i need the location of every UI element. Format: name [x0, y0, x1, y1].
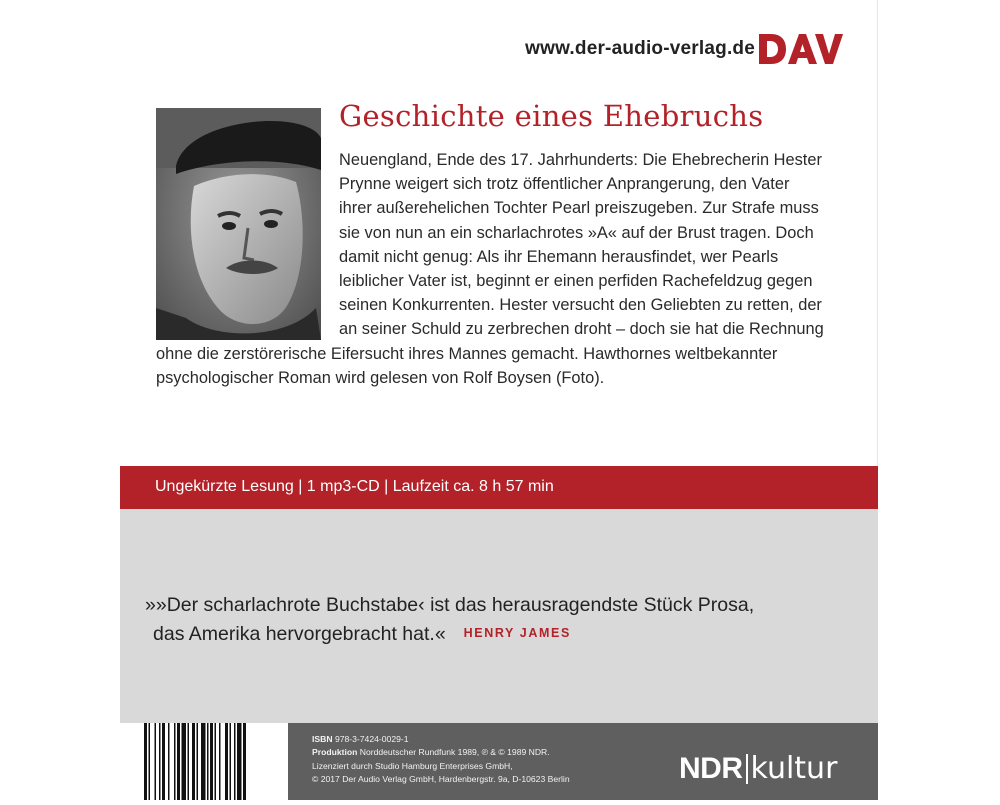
ndr-wordmark: NDR — [679, 752, 743, 785]
book-title: Geschichte eines Ehebruchs — [339, 99, 764, 133]
barcode-bar — [201, 723, 206, 800]
barcode-bar — [159, 723, 161, 800]
barcode-bar — [219, 723, 221, 800]
barcode-bar — [243, 723, 246, 800]
description-line: seinen Konkurrenten. Hester versucht den Geliebten zu retten, der — [339, 296, 822, 315]
barcode — [140, 723, 283, 800]
barcode-bar — [237, 723, 242, 800]
description-line: Prynne weigert sich trotz öffentlicher Anprangerung, den Vater — [339, 175, 790, 194]
production-line — [312, 746, 570, 759]
description-line: an seiner Schuld zu zerbrechen droht – doch sie hat die Rechnung — [339, 320, 824, 339]
barcode-bar — [188, 723, 190, 800]
quote-block — [145, 591, 754, 648]
barcode-bar — [197, 723, 199, 800]
description-line: psychologischer Roman wird gelesen von Rolf Boysen (Foto). — [156, 368, 605, 387]
description-line: sie von nun an ein scharlachrotes »A« auf der Brust tragen. Doch — [339, 223, 814, 242]
barcode-bar — [234, 723, 236, 800]
isbn-line — [312, 733, 570, 746]
quote-author: HENRY JAMES — [463, 626, 571, 640]
barcode-bar — [230, 723, 232, 800]
isbn-label: ISBN — [312, 734, 333, 744]
quote-line-2-wrap — [145, 619, 754, 648]
barcode-bar — [144, 723, 147, 800]
description-line: ihrer außerehelichen Tochter Pearl preiszugeben. Zur Strafe muss — [339, 199, 819, 218]
isbn-value: 978-3-7424-0029-1 — [334, 734, 409, 744]
barcode-bar — [177, 723, 180, 800]
logo-divider — [746, 754, 748, 784]
description-line: leiblicher Vater ist, beginnt er einen perfiden Rachefeldzug gegen — [339, 272, 813, 291]
barcode-bar — [192, 723, 195, 800]
description-line: Neuengland, Ende des 17. Jahrhunderts: Die Ehebrecherin Hester — [339, 151, 822, 169]
barcode-bar — [215, 723, 217, 800]
footer-legal-bar — [288, 723, 878, 800]
production-label: Produktion — [312, 747, 358, 758]
barcode-icon — [140, 723, 283, 800]
barcode-bar — [182, 723, 187, 800]
product-info-bar — [120, 466, 878, 509]
barcode-bar — [162, 723, 165, 800]
description-line: ohne die zerstörerische Eifersucht ihres Mannes gemacht. Hawthornes weltbekannter — [156, 344, 778, 363]
barcode-bar — [174, 723, 176, 800]
barcode-bar — [149, 723, 151, 800]
barcode-bar — [210, 723, 213, 800]
description-line: damit nicht genug: Als ihr Ehemann herausfindet, wer Pearls — [339, 247, 779, 266]
product-info-text: Ungekürzte Lesung | 1 mp3-CD | Laufzeit ca. 8 h 57 min — [155, 478, 554, 495]
quote-line-2: das Amerika hervorgebracht hat.« — [153, 623, 446, 645]
publisher-url[interactable]: www.der-audio-verlag.de — [525, 38, 755, 59]
barcode-bar — [207, 723, 209, 800]
production-value: Norddeutscher Rundfunk 1989, ℗ & © 1989 NDR. — [359, 747, 550, 758]
copyright-line: © 2017 Der Audio Verlag GmbH, Hardenbergstr. 9a, D-10623 Berlin — [312, 774, 570, 785]
ndr-kultur-logo — [679, 752, 837, 786]
book-description — [156, 148, 856, 390]
license-line: Lizenziert durch Studio Hamburg Enterprises GmbH, — [312, 760, 513, 771]
barcode-bar — [168, 723, 170, 800]
dav-logo-icon — [759, 34, 843, 64]
kultur-wordmark: kultur — [750, 751, 838, 786]
barcode-bar — [225, 723, 228, 800]
legal-info — [312, 733, 570, 787]
quote-line-1: »»Der scharlachrote Buchstabe‹ ist das herausragendste Stück Prosa, — [145, 594, 755, 616]
barcode-bar — [155, 723, 157, 800]
